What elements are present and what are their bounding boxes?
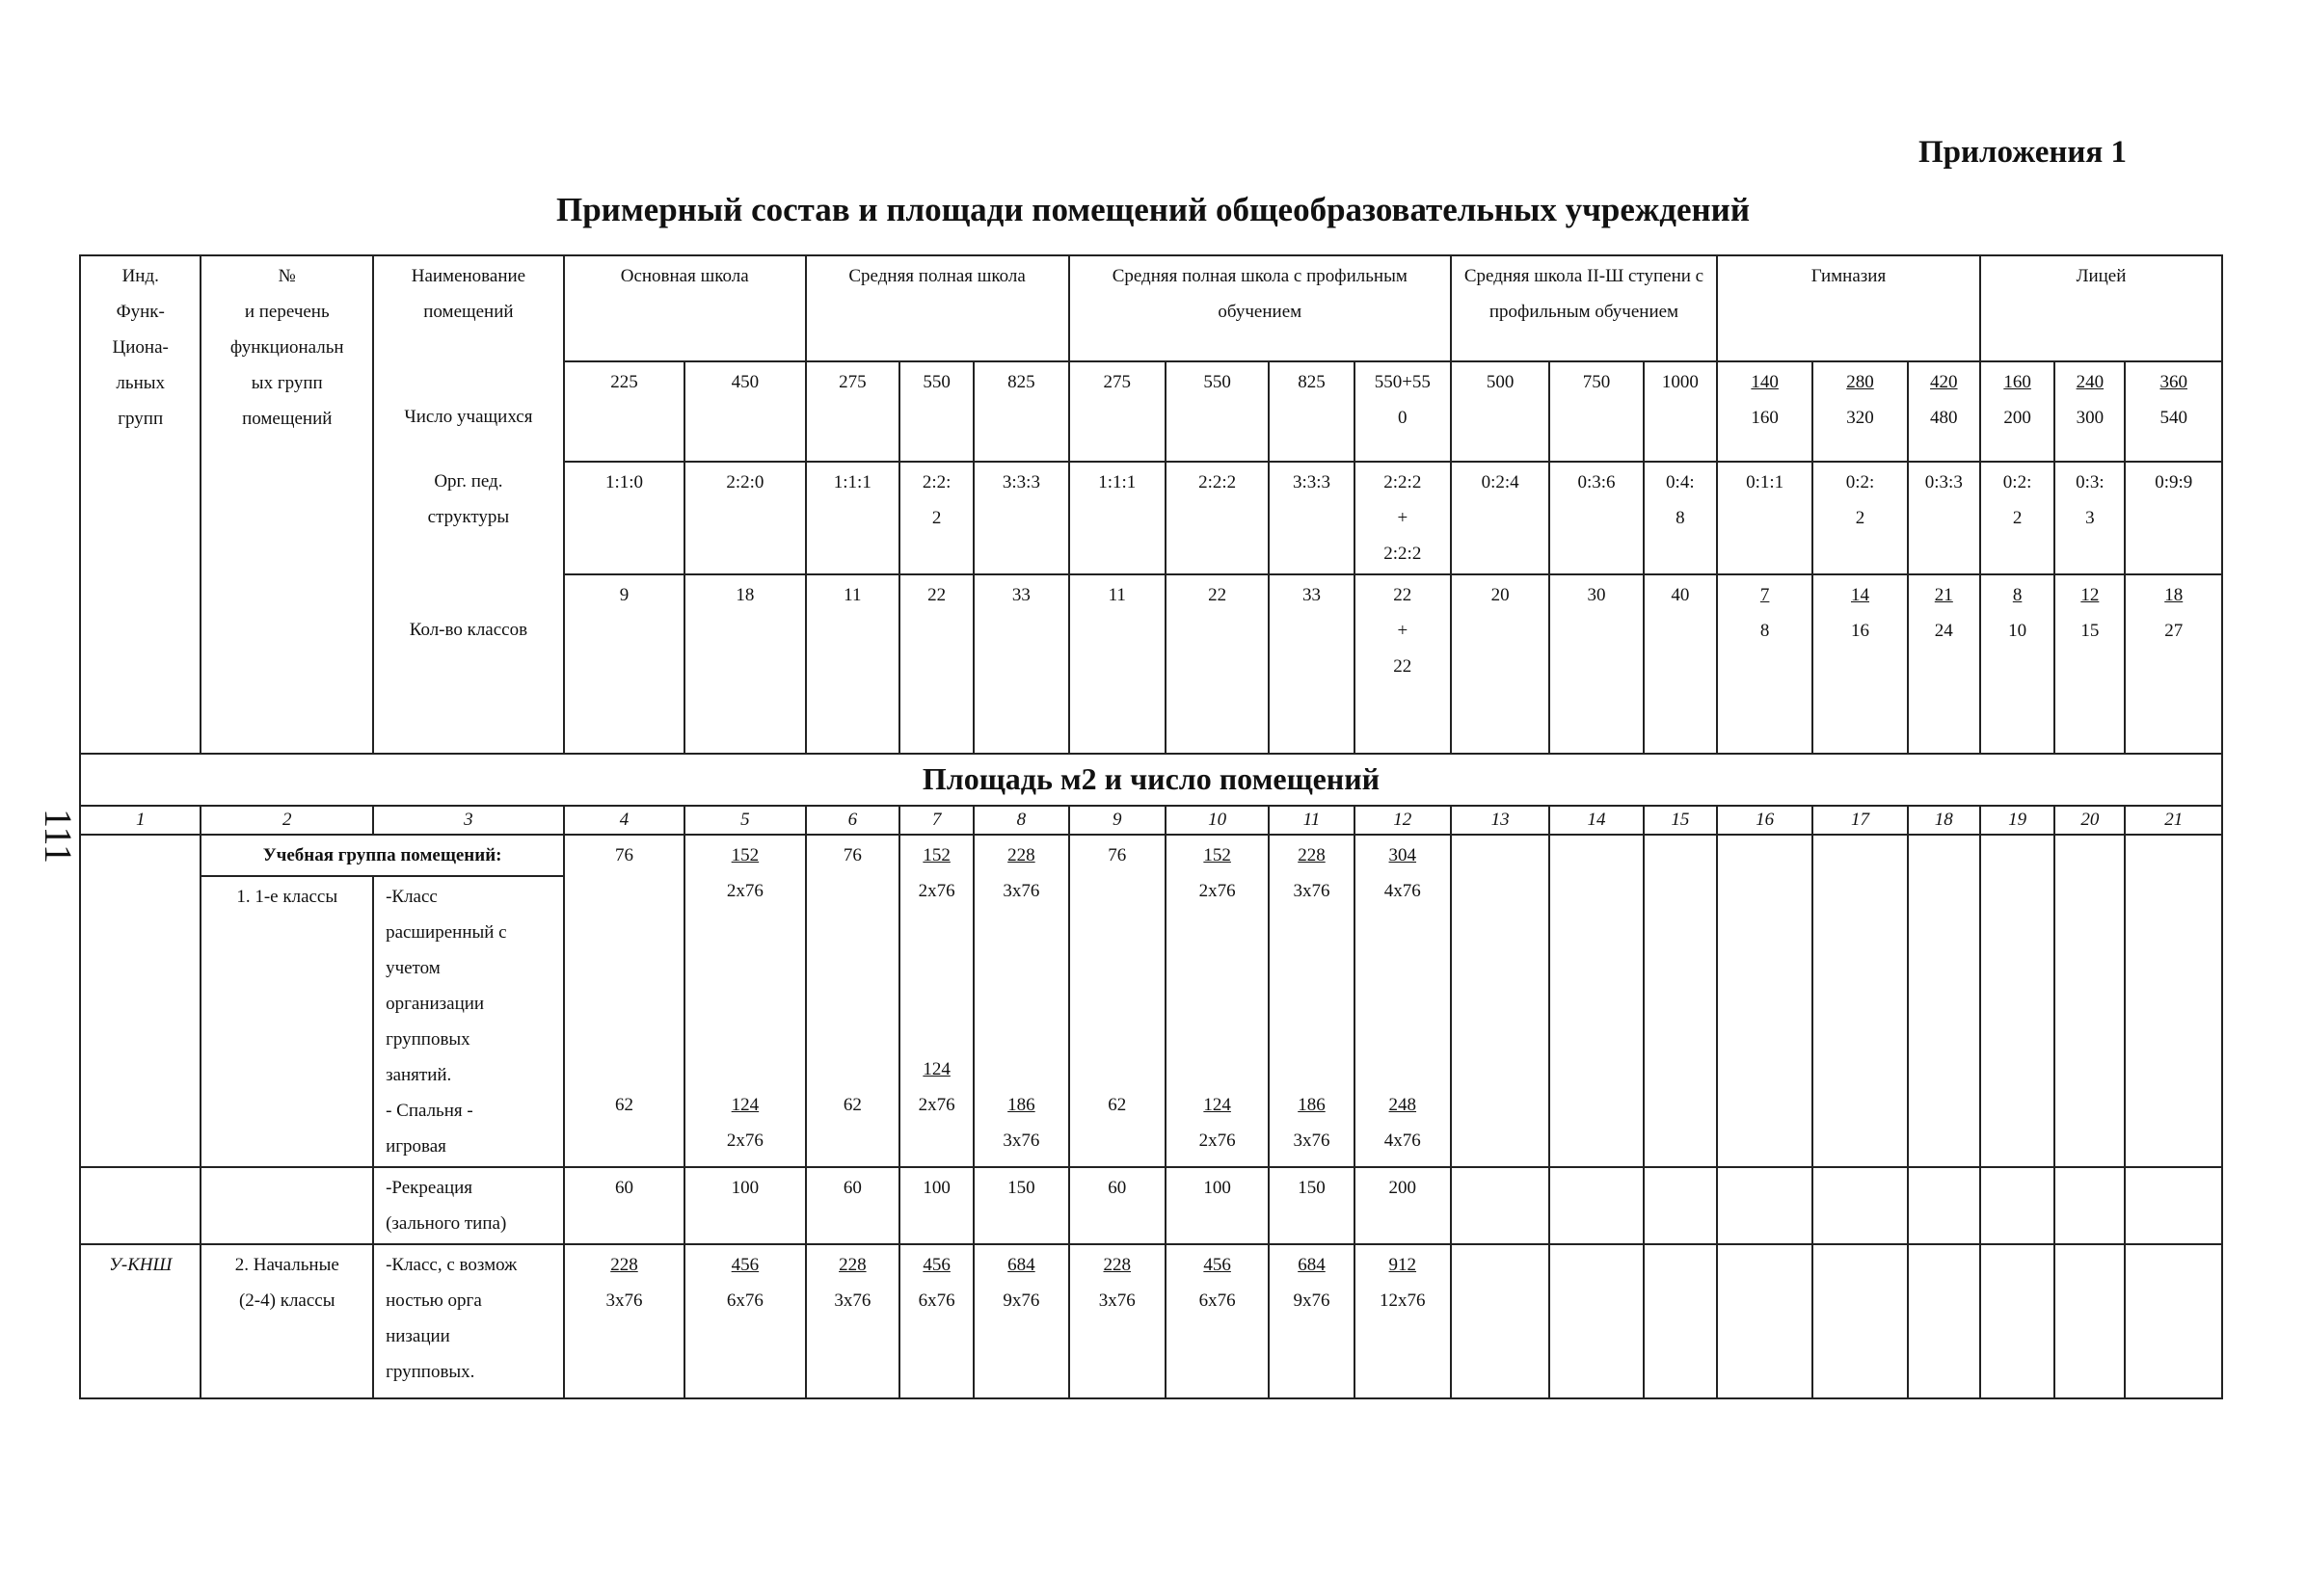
column-number: 6 <box>806 806 899 835</box>
classes-label: Кол-во классов <box>373 574 564 754</box>
students-cell: 825 <box>1269 361 1354 462</box>
students-cell: 550+55 0 <box>1354 361 1451 462</box>
students-cell: 140 160 <box>1717 361 1812 462</box>
empty-cell <box>1451 1167 1549 1244</box>
students-cell: 240 300 <box>2054 361 2125 462</box>
section-title: Площадь м2 и число помещений <box>80 754 2222 806</box>
students-label: Число учащихся <box>373 361 564 462</box>
empty-cell <box>1812 1167 1907 1244</box>
value-cell: 150 <box>1269 1167 1354 1244</box>
empty-cell <box>1908 835 1980 1167</box>
value-cell: 456 6x76 <box>1166 1244 1269 1398</box>
value-cell: 100 <box>1166 1167 1269 1244</box>
empty-cell <box>1549 835 1643 1167</box>
column-number: 14 <box>1549 806 1643 835</box>
column-number: 13 <box>1451 806 1549 835</box>
value-cell: 228 3x76 186 3x76 <box>1269 835 1354 1167</box>
classes-cell: 11 <box>806 574 899 754</box>
students-cell: 160 200 <box>1980 361 2054 462</box>
org-cell: 0:3:6 <box>1549 462 1643 574</box>
primary-row <box>80 1244 2222 1398</box>
empty-cell <box>1717 835 1812 1167</box>
empty-cell <box>2125 1167 2222 1244</box>
primary-rooms: -Класс, с возмож ностью орга низации групповых. <box>373 1244 564 1398</box>
value-cell: 456 6x76 <box>684 1244 805 1398</box>
empty-cell <box>1908 1244 1980 1398</box>
students-cell: 550 <box>899 361 974 462</box>
org-label: Орг. пед. структуры <box>373 462 564 574</box>
value-cell: 228 3x76 <box>1069 1244 1166 1398</box>
group-header-full: Средняя полная школа <box>806 255 1069 361</box>
column-number: 21 <box>2125 806 2222 835</box>
org-cell: 0:2: 2 <box>1812 462 1907 574</box>
org-cell: 0:2:4 <box>1451 462 1549 574</box>
col1-header: Инд. Функ- Циона- льных групп <box>80 255 201 754</box>
column-number: 2 <box>201 806 373 835</box>
value-cell: 456 6x76 <box>899 1244 974 1398</box>
classes-cell: 33 <box>1269 574 1354 754</box>
value-cell: 200 <box>1354 1167 1451 1244</box>
value-cell: 152 2x76 124 2x76 <box>684 835 805 1167</box>
column-number: 12 <box>1354 806 1451 835</box>
students-cell: 225 <box>564 361 684 462</box>
org-cell: 0:2: 2 <box>1980 462 2054 574</box>
column-number: 18 <box>1908 806 1980 835</box>
column-number: 17 <box>1812 806 1907 835</box>
value-cell: 228 3x76 <box>806 1244 899 1398</box>
empty-cell <box>2125 835 2222 1167</box>
org-cell: 3:3:3 <box>974 462 1068 574</box>
header-row <box>80 255 2222 361</box>
column-number: 7 <box>899 806 974 835</box>
group-header-profile: Средняя полная школа с профильным обучением <box>1069 255 1451 361</box>
classes-cell: 18 27 <box>2125 574 2222 754</box>
rooms-table <box>79 254 2223 1399</box>
classes-cell: 9 <box>564 574 684 754</box>
classes-cell: 30 <box>1549 574 1643 754</box>
students-cell: 550 <box>1166 361 1269 462</box>
column-number: 3 <box>373 806 564 835</box>
classes-cell: 22 <box>1166 574 1269 754</box>
value-cell: 684 9x76 <box>1269 1244 1354 1398</box>
classes-cell: 7 8 <box>1717 574 1812 754</box>
page-number: 111 <box>37 808 81 864</box>
students-cell: 450 <box>684 361 805 462</box>
classes-cell: 12 15 <box>2054 574 2125 754</box>
empty-cell <box>1451 1244 1549 1398</box>
org-cell: 0:9:9 <box>2125 462 2222 574</box>
org-cell: 0:4: 8 <box>1644 462 1717 574</box>
group-header-2-3: Средняя школа II-Ш ступени с профильным обучением <box>1451 255 1717 361</box>
students-cell: 1000 <box>1644 361 1717 462</box>
study-group-title: Учебная группа помещений: <box>201 835 563 876</box>
study-group-title-row <box>80 835 2222 876</box>
value-cell: 76 62 <box>806 835 899 1167</box>
value-cell: 100 <box>684 1167 805 1244</box>
column-number: 20 <box>2054 806 2125 835</box>
org-cell: 2:2: 2 <box>899 462 974 574</box>
classes-cell: 8 10 <box>1980 574 2054 754</box>
column-number: 8 <box>974 806 1068 835</box>
value-cell: 228 3x76 186 3x76 <box>974 835 1068 1167</box>
page-title: Примерный состав и площади помещений общеобразовательных учреждений <box>555 191 1751 228</box>
classes-cell: 22 <box>899 574 974 754</box>
empty-cell <box>1812 1244 1907 1398</box>
empty-cell <box>1980 835 2054 1167</box>
students-row <box>80 361 2222 462</box>
empty-cell <box>1549 1167 1643 1244</box>
value-cell: 60 <box>1069 1167 1166 1244</box>
empty-cell <box>1644 835 1717 1167</box>
value-cell: 228 3x76 <box>564 1244 684 1398</box>
col2-header: № и перечень функциональн ых групп помещений <box>201 255 373 754</box>
empty-cell <box>80 1167 201 1244</box>
classes-cell: 14 16 <box>1812 574 1907 754</box>
classes-cell: 40 <box>1644 574 1717 754</box>
column-number: 4 <box>564 806 684 835</box>
value-cell: 76 62 <box>1069 835 1166 1167</box>
org-cell: 0:3:3 <box>1908 462 1980 574</box>
column-number: 15 <box>1644 806 1717 835</box>
recreation-label: -Рекреация (зального типа) <box>373 1167 564 1244</box>
value-cell: 912 12x76 <box>1354 1244 1451 1398</box>
empty-cell <box>2054 835 2125 1167</box>
first-grade-group: 1. 1-е классы <box>201 876 373 1167</box>
empty-cell <box>2054 1244 2125 1398</box>
empty-cell <box>1451 835 1549 1167</box>
classes-cell: 21 24 <box>1908 574 1980 754</box>
value-cell: 152 2x76 124 2x76 <box>1166 835 1269 1167</box>
first-grade-rooms: -Класс расширенный с учетом организации групповых занятий. - Спальня - игровая <box>373 876 564 1167</box>
students-cell: 275 <box>1069 361 1166 462</box>
column-number: 16 <box>1717 806 1812 835</box>
study-group-code <box>80 835 201 1167</box>
value-cell: 100 <box>899 1167 974 1244</box>
value-cell: 76 62 <box>564 835 684 1167</box>
org-cell: 2:2:2 + 2:2:2 <box>1354 462 1451 574</box>
col3-header: Наименование помещений <box>373 255 564 361</box>
org-cell: 3:3:3 <box>1269 462 1354 574</box>
appendix-label: Приложения 1 <box>1918 135 2127 170</box>
org-cell: 2:2:0 <box>684 462 805 574</box>
group-header-main: Основная школа <box>564 255 806 361</box>
students-cell: 420 480 <box>1908 361 1980 462</box>
value-cell: 684 9x76 <box>974 1244 1068 1398</box>
empty-cell <box>1980 1167 2054 1244</box>
empty-cell <box>1812 835 1907 1167</box>
value-cell: 152 2x76 124 2x76 <box>899 835 974 1167</box>
classes-cell: 22 + 22 <box>1354 574 1451 754</box>
students-cell: 825 <box>974 361 1068 462</box>
empty-cell <box>1549 1244 1643 1398</box>
empty-cell <box>2054 1167 2125 1244</box>
empty-cell <box>201 1167 373 1244</box>
classes-cell: 33 <box>974 574 1068 754</box>
value-cell: 60 <box>806 1167 899 1244</box>
students-cell: 275 <box>806 361 899 462</box>
value-cell: 150 <box>974 1167 1068 1244</box>
empty-cell <box>1717 1244 1812 1398</box>
value-cell: 304 4x76 248 4x76 <box>1354 835 1451 1167</box>
classes-cell: 18 <box>684 574 805 754</box>
classes-row <box>80 574 2222 754</box>
empty-cell <box>2125 1244 2222 1398</box>
group-header-gymnasium: Гимназия <box>1717 255 1980 361</box>
primary-group: 2. Начальные (2-4) классы <box>201 1244 373 1398</box>
empty-cell <box>1644 1244 1717 1398</box>
section-row <box>80 754 2222 806</box>
org-cell: 2:2:2 <box>1166 462 1269 574</box>
classes-cell: 11 <box>1069 574 1166 754</box>
org-cell: 1:1:1 <box>806 462 899 574</box>
column-number: 10 <box>1166 806 1269 835</box>
org-row <box>80 462 2222 574</box>
column-number: 19 <box>1980 806 2054 835</box>
students-cell: 360 540 <box>2125 361 2222 462</box>
column-number: 11 <box>1269 806 1354 835</box>
recreation-row <box>80 1167 2222 1244</box>
students-cell: 750 <box>1549 361 1643 462</box>
classes-cell: 20 <box>1451 574 1549 754</box>
primary-code: У-КНШ <box>80 1244 201 1398</box>
students-cell: 280 320 <box>1812 361 1907 462</box>
org-cell: 1:1:0 <box>564 462 684 574</box>
org-cell: 0:1:1 <box>1717 462 1812 574</box>
column-number-row <box>80 806 2222 835</box>
column-number: 9 <box>1069 806 1166 835</box>
students-cell: 500 <box>1451 361 1549 462</box>
org-cell: 1:1:1 <box>1069 462 1166 574</box>
empty-cell <box>1908 1167 1980 1244</box>
column-number: 1 <box>80 806 201 835</box>
org-cell: 0:3: 3 <box>2054 462 2125 574</box>
empty-cell <box>1980 1244 2054 1398</box>
group-header-lyceum: Лицей <box>1980 255 2222 361</box>
empty-cell <box>1644 1167 1717 1244</box>
empty-cell <box>1717 1167 1812 1244</box>
value-cell: 60 <box>564 1167 684 1244</box>
column-number: 5 <box>684 806 805 835</box>
